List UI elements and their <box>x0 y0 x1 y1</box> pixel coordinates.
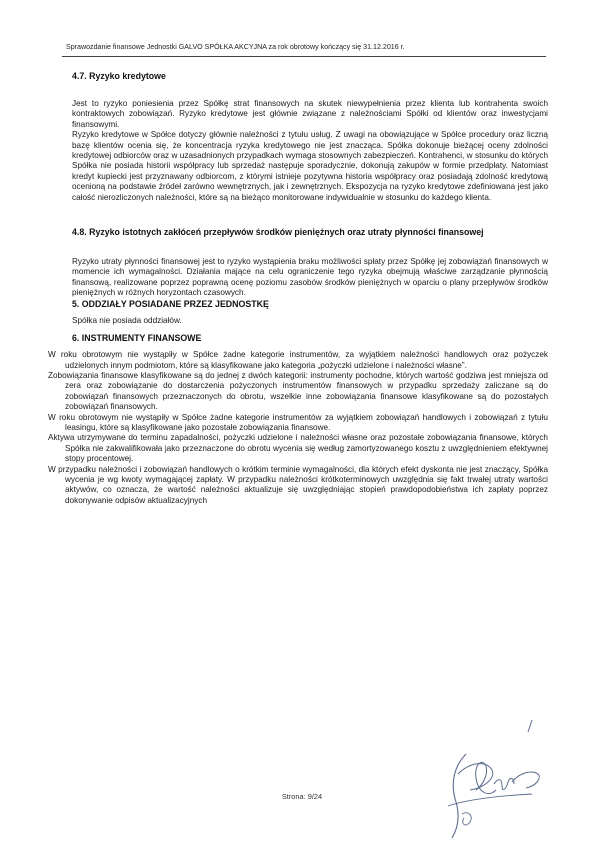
cash-flow-risk-paragraph: Ryzyko utraty płynności finansowej jest to ryzyko wystąpienia braku możliwości spłaty przez Spółkę jej zobowiązań finansowych w momencie ich wymagalności. Działania mające na celu ograniczenie tego ryzyka obejmują właściwe zarządzanie płynnością finansową, realizowane poprzez poprawną ocenę poziomu zasobów środków pieniężnych w oparciu o plany przepływów środków pieniężnych w różnych horyzontach czasowych. <box>72 257 548 298</box>
document-body <box>48 68 548 506</box>
section-heading-financial-instruments: 6. INSTRUMENTY FINANSOWE <box>72 333 202 344</box>
financial-instruments-paragraph-1: W roku obrotowym nie wystąpiły w Spółce żadne kategorie instrumentów, za wyjątkiem należności handlowych oraz pożyczek udzielonych innym podmiotom, które są klasyfikowane jako kategoria „pożyczki udzielone i należności własne”. <box>48 350 548 370</box>
credit-risk-paragraph-1: Jest to ryzyko poniesienia przez Spółkę strat finansowych na skutek niewypełnienia przez klienta lub kontrahenta swoich kontraktowych zobowiązań. Ryzyko kredytowe jest głównie związane z należnościami Spółki od klientów oraz inwestycjami finansowymi. <box>72 99 548 129</box>
branches-paragraph: Spółka nie posiada oddziałów. <box>72 315 182 325</box>
credit-risk-text <box>72 99 548 203</box>
credit-risk-paragraph-2: Ryzyko kredytowe w Spółce dotyczy głównie należności z tytułu usług. Z uwagi na obowiązujące w Spółce procedury oraz liczną bazę klientów ocenia się, że koncentracja ryzyka kredytowego nie jest znacząca. Spółka dokonuje bieżącej oceny zdolności kredytowej odbiorców oraz w uzasadnionych przypadkach wymaga stosownych zabezpieczeń. Kontrahenci, w stosunku do których Spółka nie posiada historii współpracy lub sprzedaż następuje sporadycznie, dokonują zakupów w formie przedpłaty. Natomiast kredyt kupiecki jest przyznawany odbiorcom, z którymi istnieje pozytywna historia współpracy oraz posiadają zdolność kredytową ocenioną na podstawie źródeł zarówno wewnętrznych, jak i zewnętrznych. Ekspozycja na ryzyko kredytowe zdefiniowana jest jako całość nierozliczonych należności, które są na bieżąco monitorowane indywidualnie w stosunku do każdego klienta. <box>72 130 548 202</box>
header-rule <box>62 56 546 57</box>
section-heading-credit-risk: 4.7. Ryzyko kredytowe <box>72 71 166 81</box>
section-heading-branches: 5. ODDZIAŁY POSIADANE PRZEZ JEDNOSTKĘ <box>72 298 269 309</box>
branches-text <box>72 316 548 326</box>
section-heading-cash-flow-risk: 4.8. Ryzyko istotnych zakłóceń przepływów środków pieniężnych oraz utraty płynności finansowej <box>72 227 484 238</box>
financial-instruments-paragraph-2: Zobowiązania finansowe klasyfikowane są do jednej z dwóch kategorii: instrumenty pochodne, których wartość godziwa jest mniejsza od zera oraz zobowiązanie do dostarczenia pożyczonych instrumentów finansowych w przypadku sprzedaży zaliczane są do zobowiązań finansowych przeznaczonych do obrotu, wszelkie inne zobowiązania finansowe klasyfikowane są do pozostałych zobowiązań finansowych. <box>48 370 548 412</box>
pen-tick-mark <box>526 719 534 733</box>
financial-instruments-paragraph-4: Aktywa utrzymywane do terminu zapadalności, pożyczki udzielone i należności własne oraz pozostałe zobowiązania finansowe, których Spółka nie zakwalifikowała jako przeznaczone do obrotu wycenia się według zamortyzowanego kosztu z uwzględnieniem efektywnej stopy procentowej. <box>48 433 548 464</box>
page-header: Sprawozdanie finansowe Jednostki GALVO SPÓŁKA AKCYJNA za rok obrotowy kończący się 31.12.2016 r. <box>66 43 405 51</box>
page-number: Strona: 9/24 <box>281 792 323 801</box>
financial-instruments-paragraph-3: W roku obrotowym nie wystąpiły w Spółce żadne kategorie instrumentów za wyjątkiem zobowiązań handlowych i zobowiązań z tytułu leasingu, które są klasyfikowane jako pozostałe zobowiązania finansowe. <box>48 412 548 432</box>
handwritten-signature <box>436 744 546 842</box>
financial-instruments-paragraph-5: W przypadku należności i zobowiązań handlowych o krótkim terminie wymagalności, dla których efekt dyskonta nie jest znaczący, Spółka wycenia je wg kwoty wymagającej zapłaty. W przypadku należności krótkoterminowych uwzględnia się fakt trwałej utraty wartości aktywów, co oznacza, że wartość należności aktualizuje się uwzględniając stopień prawdopodobieństwa ich zapłaty poprzez dokonywanie odpisów aktualizacyjnych <box>48 464 548 505</box>
cash-flow-risk-text <box>72 257 548 299</box>
financial-instruments-text <box>48 350 548 506</box>
